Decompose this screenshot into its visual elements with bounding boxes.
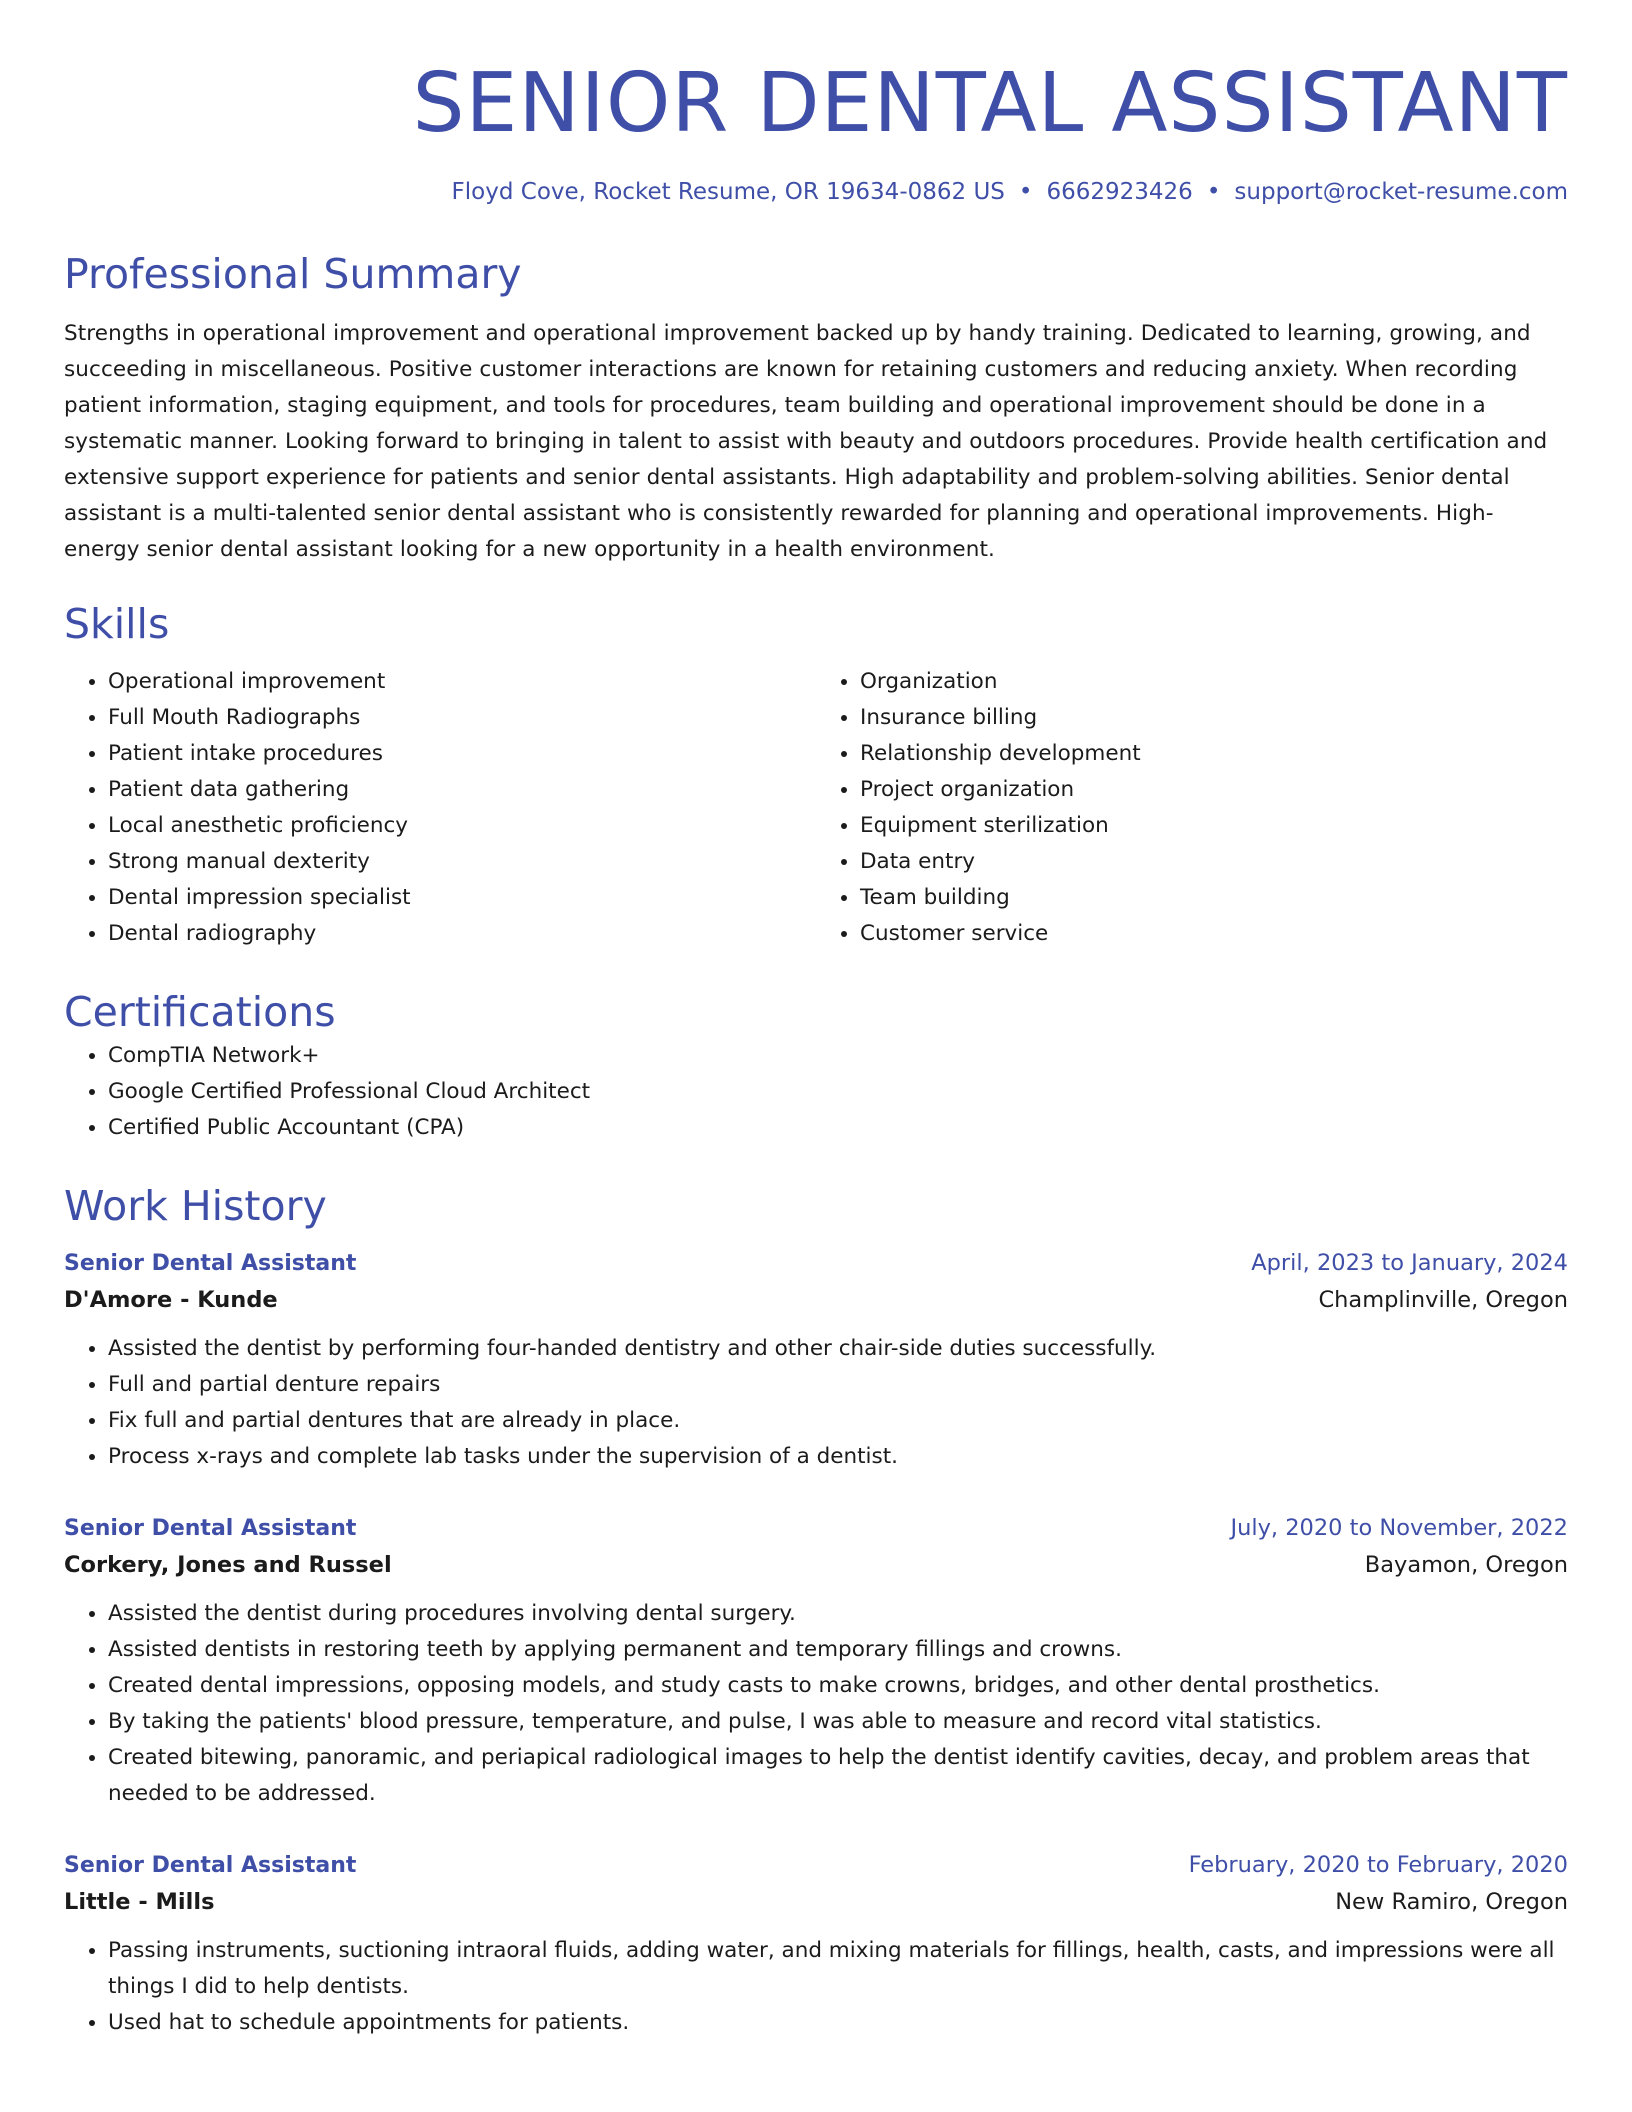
job-location: Champlinville, Oregon	[1318, 1287, 1568, 1313]
skill-item: • Data entry	[860, 844, 1568, 880]
job-duty: • Assisted the dentist by performing four-handed dentistry and other chair-side duties successfully.	[108, 1331, 1568, 1367]
job-duty: • Assisted the dentist during procedures involving dental surgery.	[108, 1596, 1568, 1632]
certification-item: • Google Certified Professional Cloud Architect	[108, 1074, 1568, 1110]
skills-heading: Skills	[64, 600, 170, 648]
job-duty: • By taking the patients' blood pressure, temperature, and pulse, I was able to measure and record vital statistics.	[108, 1704, 1568, 1740]
skill-item: • Organization	[860, 664, 1568, 700]
work-history-heading: Work History	[64, 1182, 327, 1230]
job-duty: • Assisted dentists in restoring teeth by applying permanent and temporary fillings and crowns.	[108, 1632, 1568, 1668]
job-title: Senior Dental Assistant	[64, 1516, 357, 1541]
skill-item: • Dental impression specialist	[108, 880, 816, 916]
job-company: Little - Mills	[64, 1889, 215, 1915]
job-employer-row	[64, 1281, 1568, 1319]
skill-item: • Insurance billing	[860, 700, 1568, 736]
job-company: Corkery, Jones and Russel	[64, 1552, 392, 1578]
job-duty: • Process x-rays and complete lab tasks under the supervision of a dentist.	[108, 1439, 1568, 1475]
job-employer-row	[64, 1883, 1568, 1921]
job-duties-list	[64, 1596, 1568, 1812]
job-title: Senior Dental Assistant	[64, 1251, 357, 1276]
skills-list-right	[816, 664, 1568, 952]
skill-item: • Full Mouth Radiographs	[108, 700, 816, 736]
job-duty: • Full and partial denture repairs	[108, 1367, 1568, 1403]
skill-item: • Strong manual dexterity	[108, 844, 816, 880]
contact-address: Floyd Cove, Rocket Resume, OR 19634-0862 US	[451, 179, 1005, 205]
job-duty: • Created bitewing, panoramic, and periapical radiological images to help the dentist identify cavities, decay, and problem areas that needed to be addressed.	[108, 1740, 1568, 1812]
skill-item: • Customer service	[860, 916, 1568, 952]
certification-item: • Certified Public Accountant (CPA)	[108, 1110, 1568, 1146]
skill-item: • Equipment sterilization	[860, 808, 1568, 844]
resume-title: SENIOR DENTAL ASSISTANT	[412, 56, 1568, 151]
job-duty: • Used hat to schedule appointments for patients.	[108, 2005, 1568, 2041]
contact-separator: •	[1206, 179, 1221, 205]
contact-separator: •	[1018, 179, 1033, 205]
certification-item: • CompTIA Network+	[108, 1038, 1568, 1074]
job-duty: • Created dental impressions, opposing models, and study casts to make crowns, bridges, and other dental prosthetics.	[108, 1668, 1568, 1704]
job-location: New Ramiro, Oregon	[1335, 1889, 1568, 1915]
job-dates: February, 2020 to February, 2020	[1188, 1852, 1568, 1878]
job-header-row	[64, 1511, 1568, 1546]
job-duties-list	[64, 1331, 1568, 1475]
job-duty: • Passing instruments, suctioning intraoral fluids, adding water, and mixing materials for fillings, health, casts, and impressions were all things I did to help dentists.	[108, 1933, 1568, 2005]
job-employer-row	[64, 1546, 1568, 1584]
job-dates: July, 2020 to November, 2022	[1230, 1515, 1568, 1541]
job-dates: April, 2023 to January, 2024	[1251, 1250, 1568, 1276]
job-company: D'Amore - Kunde	[64, 1287, 278, 1313]
job-duty: • Fix full and partial dentures that are already in place.	[108, 1403, 1568, 1439]
skill-item: • Patient intake procedures	[108, 736, 816, 772]
job-header-row	[64, 1848, 1568, 1883]
skill-item: • Patient data gathering	[108, 772, 816, 808]
job-title: Senior Dental Assistant	[64, 1853, 357, 1878]
skills-columns	[64, 664, 1568, 952]
skill-item: • Dental radiography	[108, 916, 816, 952]
job-entry	[64, 1511, 1568, 1812]
summary-text: Strengths in operational improvement and operational improvement backed up by handy training. Dedicated to learning, growing, and succeeding in miscellaneous. Positive customer interactions are known for retaining customers and reducing anxiety. When recording patient information, staging equipment, and tools for procedures, team building and operational improvement should be done in a systematic manner. Looking forward to bringing in talent to assist with beauty and outdoors procedures. Provide health certification and extensive support experience for patients and senior dental assistants. High adaptability and problem-solving abilities. Senior dental assistant is a multi-talented senior dental assistant who is consistently rewarded for planning and operational improvements. High-energy senior dental assistant looking for a new opportunity in a health environment.	[64, 321, 1548, 562]
job-duties-list	[64, 1933, 1568, 2041]
contact-line	[64, 176, 1568, 208]
skill-item: • Local anesthetic proficiency	[108, 808, 816, 844]
summary-heading: Professional Summary	[64, 250, 522, 298]
job-entry	[64, 1246, 1568, 1475]
skill-item: • Project organization	[860, 772, 1568, 808]
contact-email: support@rocket-resume.com	[1234, 179, 1568, 205]
job-header-row	[64, 1246, 1568, 1281]
skill-item: • Team building	[860, 880, 1568, 916]
skill-item: • Relationship development	[860, 736, 1568, 772]
skills-list-left	[64, 664, 816, 952]
certifications-list	[64, 1038, 1568, 1146]
job-entry	[64, 1848, 1568, 2041]
skill-item: • Operational improvement	[108, 664, 816, 700]
certifications-heading: Certifications	[64, 988, 336, 1036]
contact-phone: 6662923426	[1046, 179, 1193, 205]
job-location: Bayamon, Oregon	[1364, 1552, 1568, 1578]
